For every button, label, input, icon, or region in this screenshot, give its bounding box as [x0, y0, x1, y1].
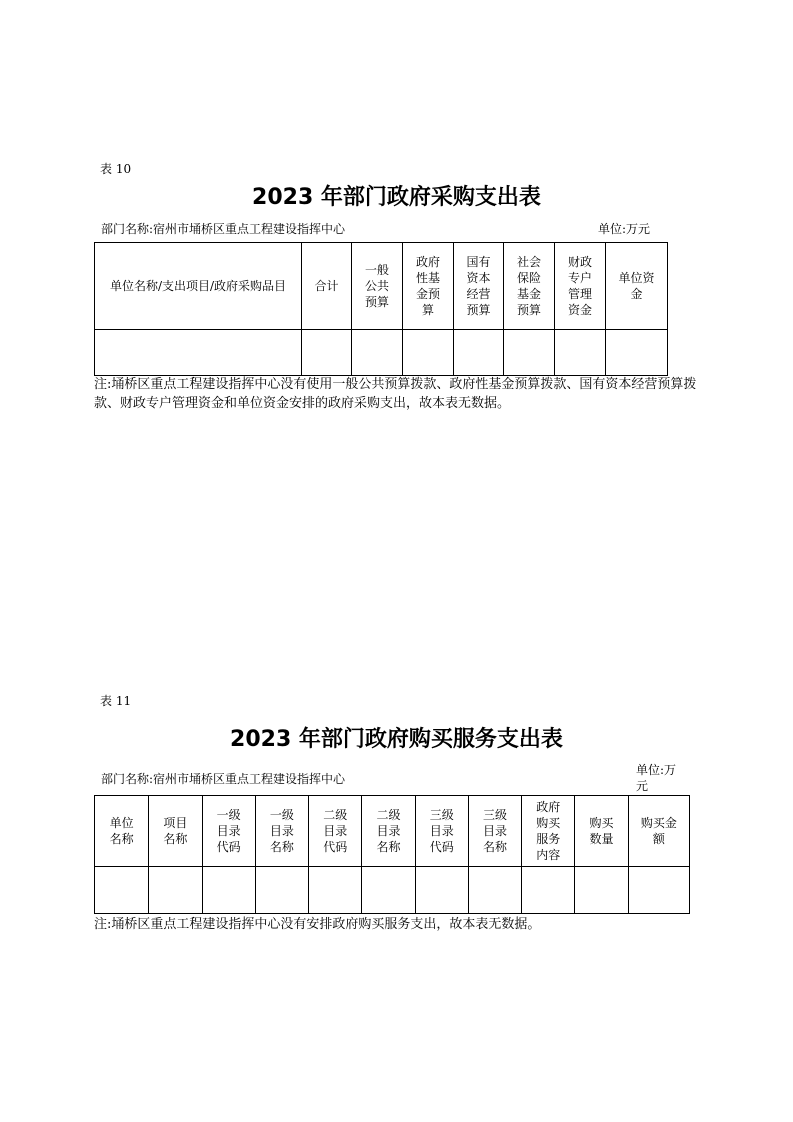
table-cell — [362, 867, 415, 914]
table11-header-cell: 一级目录代码 — [202, 796, 255, 867]
table10-grid — [94, 242, 668, 376]
table11-empty-row — [95, 867, 690, 914]
table10-label: 表 10 — [100, 162, 132, 176]
table10-header-cell: 单位资金 — [606, 243, 668, 330]
table10-header-cell: 财政专户管理资金 — [555, 243, 606, 330]
table-cell — [606, 330, 668, 376]
table11-department: 部门名称:宿州市埇桥区重点工程建设指挥中心 — [101, 772, 346, 786]
table-cell — [352, 330, 403, 376]
table-cell — [575, 867, 628, 914]
table-cell — [302, 330, 352, 376]
table10-empty-row — [95, 330, 668, 376]
table-cell — [202, 867, 255, 914]
table11-grid — [94, 795, 690, 914]
table-cell — [255, 867, 308, 914]
table10-header-cell: 单位名称/支出项目/政府采购品目 — [95, 243, 302, 330]
table-cell — [628, 867, 689, 914]
table11-header-cell: 购买数量 — [575, 796, 628, 867]
table-cell — [415, 867, 468, 914]
table11-header-cell: 购买金额 — [628, 796, 689, 867]
table11-label: 表 11 — [100, 694, 132, 708]
table11-note: 注:埇桥区重点工程建设指挥中心没有安排政府购买服务支出，故本表无数据。 — [94, 917, 541, 932]
table10-note: 注:埇桥区重点工程建设指挥中心没有使用一般公共预算拨款、政府性基金预算拨款、国有资本经营预算拨款、财政专户管理资金和单位资金安排的政府采购支出，故本表无数据。 — [94, 377, 697, 411]
table11-header-cell: 三级目录代码 — [415, 796, 468, 867]
table11-header-row — [95, 796, 690, 867]
table10-header-cell: 合计 — [302, 243, 352, 330]
table10-title: 2023 年部门政府采购支出表 — [252, 185, 541, 210]
table11-title: 2023 年部门政府购买服务支出表 — [230, 727, 563, 752]
table11-header-cell: 政府购买服务内容 — [522, 796, 575, 867]
table11-header-cell: 二级目录代码 — [309, 796, 362, 867]
table-cell — [149, 867, 202, 914]
table-cell — [522, 867, 575, 914]
table-cell — [403, 330, 454, 376]
table10-department: 部门名称:宿州市埇桥区重点工程建设指挥中心 — [101, 222, 346, 236]
table-cell — [309, 867, 362, 914]
table11-header-cell: 单位名称 — [95, 796, 149, 867]
table-cell — [454, 330, 504, 376]
table-cell — [95, 330, 302, 376]
table10-header-cell: 政府性基金预算 — [403, 243, 454, 330]
table10-header-cell: 国有资本经营预算 — [454, 243, 504, 330]
table10-header-cell: 社会保险基金预算 — [504, 243, 555, 330]
table10-header-cell: 一般公共预算 — [352, 243, 403, 330]
table11-header-cell: 二级目录名称 — [362, 796, 415, 867]
table10-unit: 单位:万元 — [598, 222, 651, 236]
table11-header-cell: 三级目录名称 — [468, 796, 521, 867]
table11-header-cell: 项目名称 — [149, 796, 202, 867]
table10-header-row — [95, 243, 668, 330]
table11-header-cell: 一级目录名称 — [255, 796, 308, 867]
table-cell — [95, 867, 149, 914]
table-cell — [504, 330, 555, 376]
table11-unit: 单位:万元 — [636, 763, 677, 793]
table-cell — [555, 330, 606, 376]
table-cell — [468, 867, 521, 914]
